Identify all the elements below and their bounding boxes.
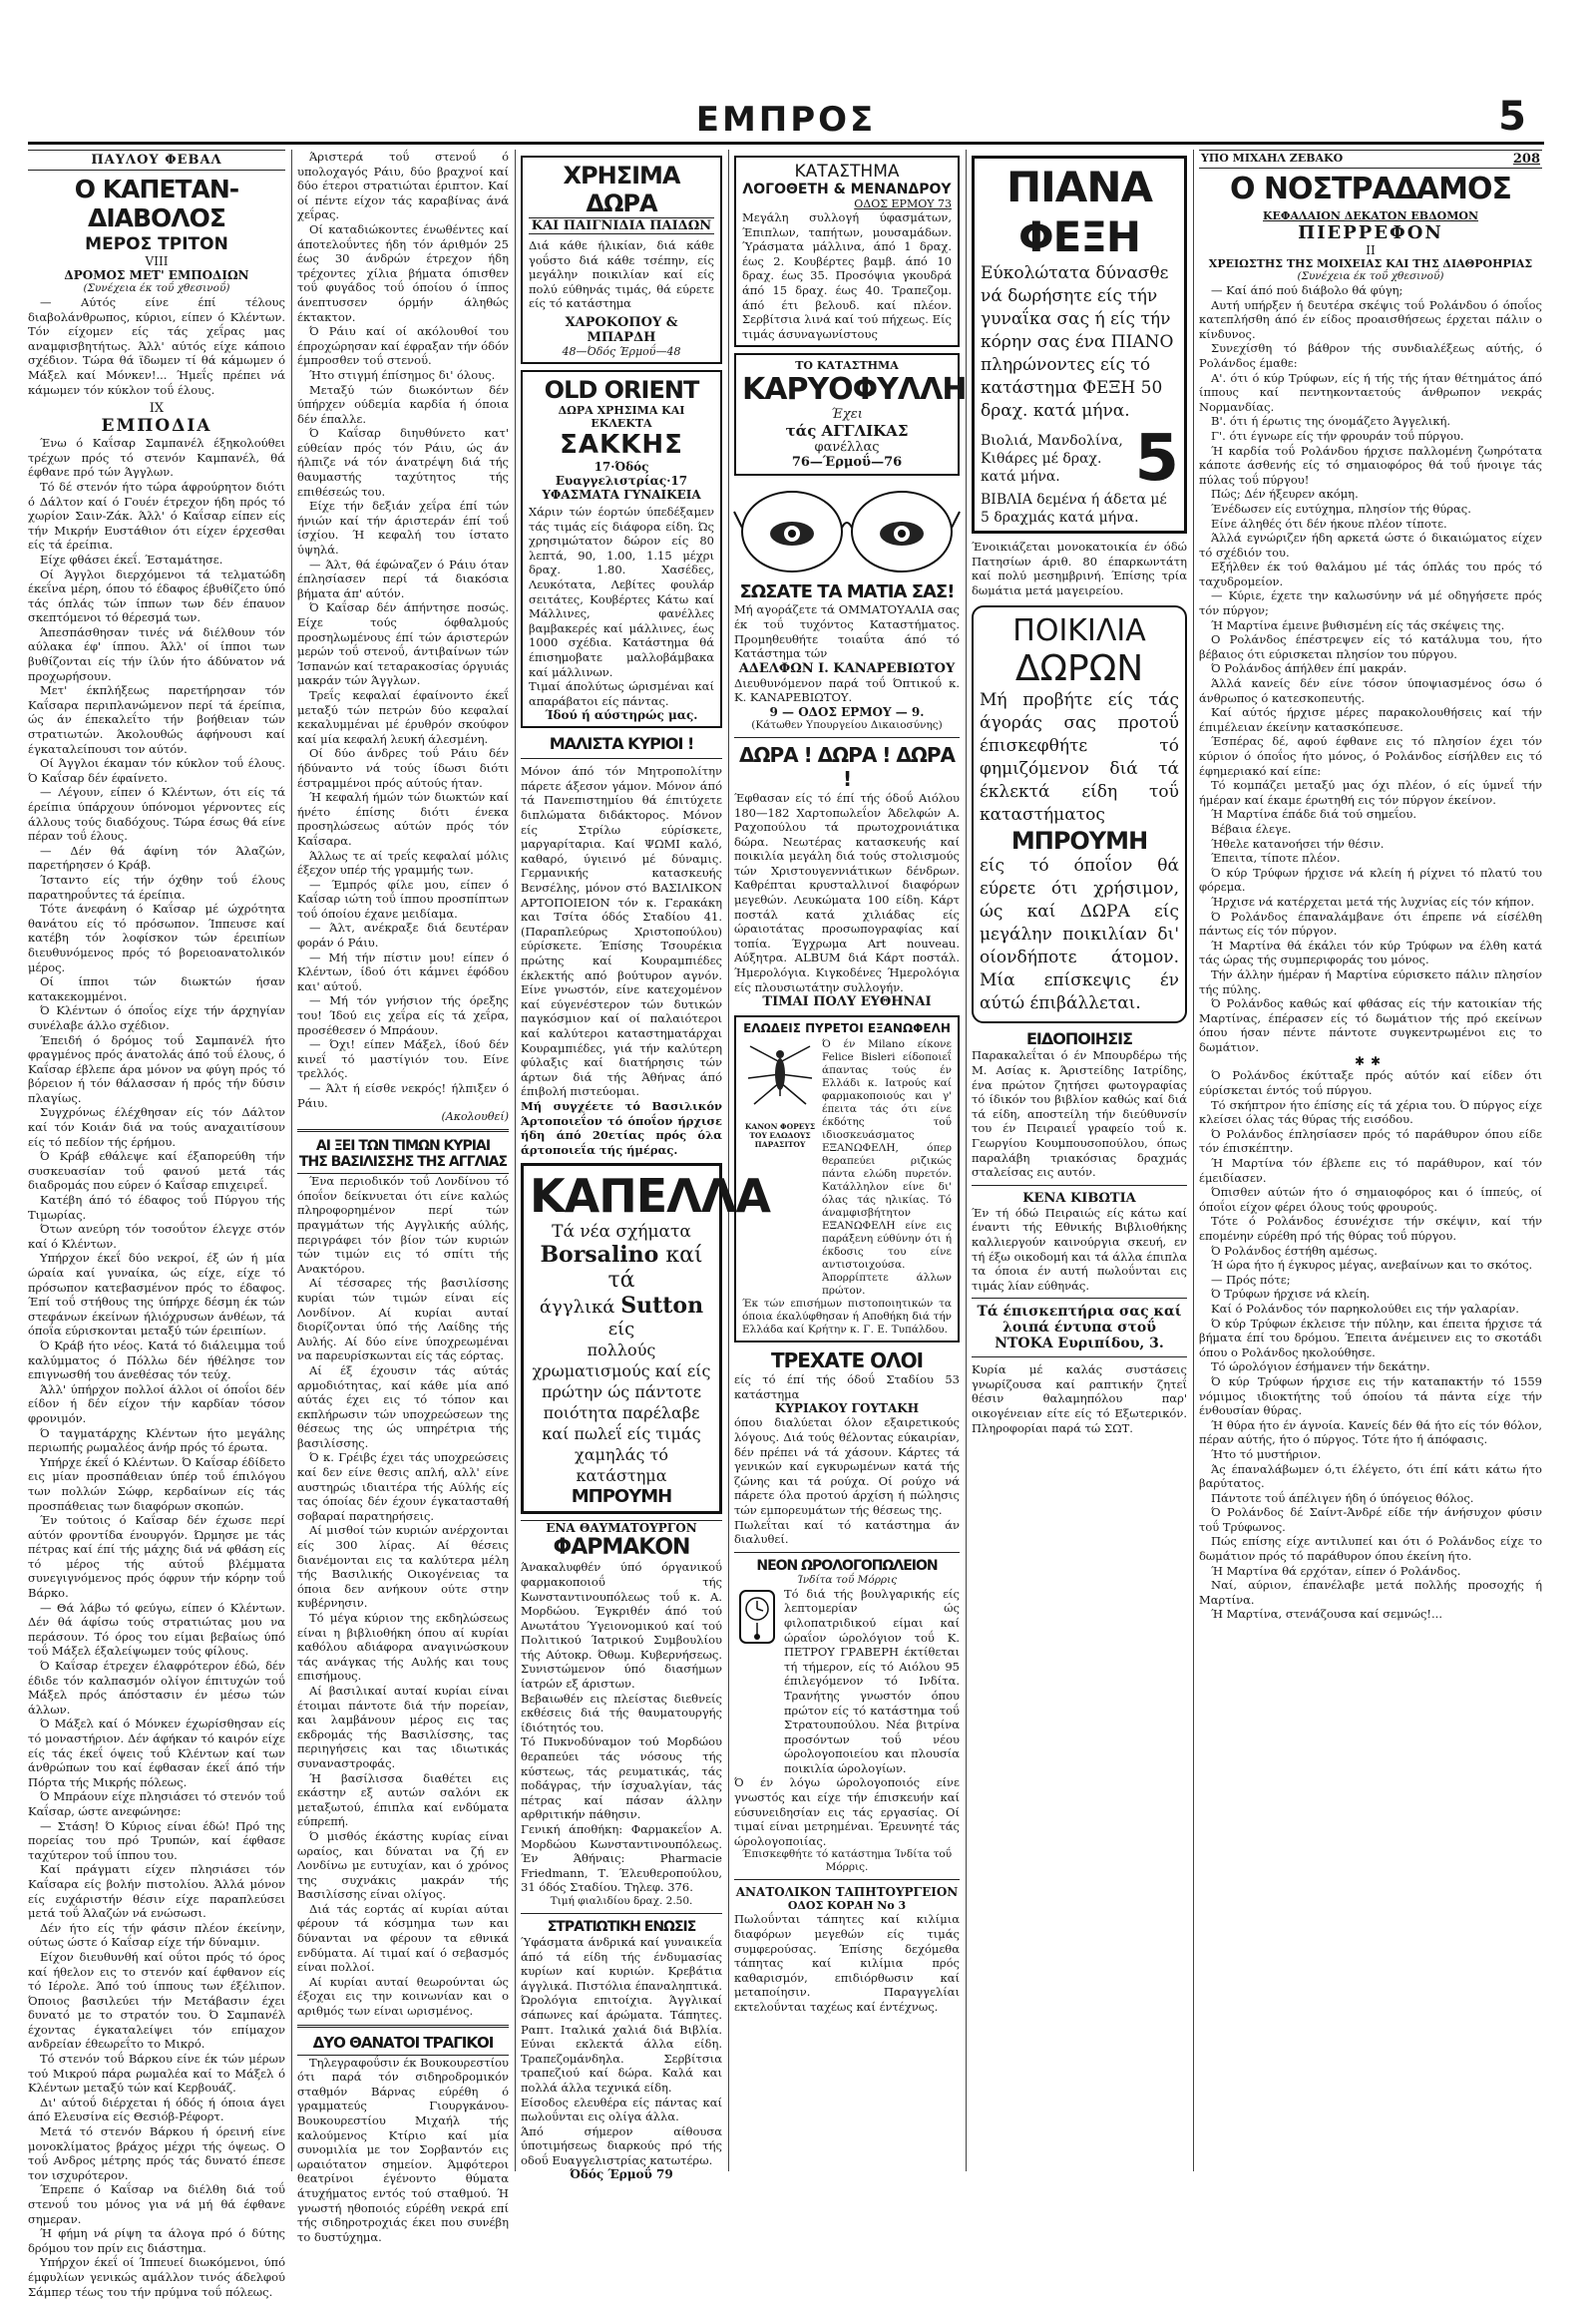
ad-gifts-variety (972, 605, 1187, 1023)
paragraph: Ό μισθός έκάστης κυρίας είναι ωραίος, και δύναται να ζή εν Λονδίνω με ευτυχίαν, και ό χρόνος της συχνάκις μακράν τής Βασιλίσσης είναι ολίγος. (297, 1828, 509, 1902)
ad-text: είς τό έπί τής όδοΰ Σταδίου 53 κατάστημα (734, 1372, 960, 1401)
paragraph: Ό Ρολάνδος άπήλθεν έπί μακράν. (1211, 661, 1407, 676)
paragraph: Ένέδωσεν είς ευτύχημα, πλησίον τής θύρας. (1211, 501, 1471, 516)
serial-title: Ο ΝΟΣΤΡΑΔΑΜΟΣ (1229, 172, 1511, 206)
chapter-subtitle: ΧΡΕΙΩΣΤΗΣ ΤΗΣ ΜΟΙΧΕΙΑΣ ΚΑΙ ΤΗΣ ΔΙΑΘΡΟΗΡΙΑΣ (1208, 257, 1533, 270)
ad-big-number: 5 (1134, 422, 1178, 496)
chapter-title: ΠΙΕΡΡΕΦΟΝ (1298, 222, 1443, 243)
poster-caption: ΚΑΝΟΝ ΦΟΡΕΥΣ ΤΟΥ ΕΛΩΔΟΥΣ ΠΑΡΑΣΙΤΟΥ (744, 1122, 816, 1150)
chapter-title: ΕΜΠΟΔΙΑ (101, 416, 212, 437)
paragraph: Καί αύτός ήρχισε μέρες παρακολουθήσεις καί τήν έπιμέλειαν έκείνην κατασκόπευσε. (1199, 705, 1542, 734)
paragraph: Ήτο στιγμή έπίσημος δι' όλους. (309, 367, 496, 382)
paragraph: Αί κυρίαι αυταί θεωρούνται ώς έξοχαι εις την κοινωνίαν και ο αριθμός των είναι ωρισμένος. (297, 1974, 509, 2019)
paragraph: Β'. ότι ή έρωτις της όνομάζετο Άγγελική. (1211, 414, 1451, 429)
paragraph: Οί δύο άνδρες τοΰ Ράιυ δέν ήδύναντο νά τούς ίδωσι διότι έστραμμένοι πρός αύτούς ήταν. (297, 746, 509, 790)
paragraph: Ή Μαρτίνα έμεινε βυθισμένη είς τάς σκέψεις της. (1211, 617, 1505, 632)
paragraph: Ό Ρολάνδος έκύτταξε πρός αύτόν καί είδεν ότι εύρίσκεται έντός τοΰ πύργου. (1199, 1068, 1542, 1098)
paragraph: Ή Μαρτίνα τόν έβλεπε εις τό παράθυρον, καί τόν έμειδίασεν. (1199, 1156, 1542, 1185)
paragraph: Πάντοτε τοΰ άπέλιγεν ήδη ό ύπόγειος θόλος. (1211, 1490, 1474, 1505)
article-headline: ΤΗΣ ΒΑΣΙΛΙΣΣΗΣ ΤΗΣ ΑΓΓΛΙΑΣ (297, 1154, 509, 1174)
paragraph: Ό Ρολάνδος δέ Σαίντ-Άνδρέ είδε τήν άνήσυχον φύσιν τοΰ Τρύφωνος. (1199, 1505, 1542, 1534)
column-advertisements-2 (734, 150, 967, 2171)
paragraph: Ό Ρολάνδος έπαναλάμβανε ότι έπρεπε νά είσέλθη πάντως είς τόν πύργον. (1199, 909, 1542, 939)
paragraph: Ήτο τό μυστήριον. (1211, 1446, 1322, 1461)
paragraph: Έπρεπε ό Καΐσαρ να διέλθη διά τοΰ στενοΰ του μόνος για νά μή θά έφθανε σημεραν. (28, 2182, 285, 2226)
ad-text: καί τά (607, 1243, 703, 1294)
ad-text: Ένοικιάζεται μονοκατοικία έν όδώ Πατησίων άριθ. 80 έπαρκωντάτη καί πολύ μεσημβρινή. Έπίσης τρία δωμάτια μετά μαγειρείου. (972, 540, 1187, 597)
paragraph: — Άλτ, θά έφώναζεν ό Ράιυ όταν έπλησίασεν περί τά διακόσια βήματα άπ' αύτόν. (297, 557, 509, 600)
ad-title: ΣΩΣΑΤΕ ΤΑ ΜΑΤΙΑ ΣΑΣ! (739, 581, 955, 603)
page-number: 5 (1498, 94, 1526, 140)
ad-text: Άνακαλυφθέν ύπό όργανικοΰ φαρμακοποιοΰ τής Κωνσταντινουπόλεως τοΰ κ. Α. Μορδώου. Έγκριθέν άπό τού Ανωτάτου Ύγειονομικού καί τού Πολιτικού Ίατρικού Συμβουλίου τής Αύτοκρ. Όθωμ. Κυβερνήσεως. Συνιστώμενον ύπό διασήμων ίατρών εξ άριστων. (521, 1560, 722, 1692)
paragraph: Άλλως τε αί τρεΐς κεφαλαί μόλις έξεχον υπέρ τής γραμμής των. (297, 848, 509, 878)
mosquito-icon (742, 1038, 818, 1118)
paragraph: Ό κύρ Τρύφων έκλεισε τήν πύλην, και έπειτα ήρχισε τά βήματα έπί του δρόμου. Έπειτα άνέμεινεν εις το σκοτάδι όπου ο Ρολάνδος ηκολούθησε. (1199, 1316, 1542, 1359)
paragraph: Έν τούτοις ό Καΐσαρ δέν έχωσε περί αύτόν φροντίδα ένουργόν. Ώρμησε με τάς πέτρας καί έπί τής μάχης διά νά φθάση είς τό μέρος τής αύτοΰ βλέμματα συνεγιγνόμενος πρός όφρυν τήν κόρην τοΰ Βάρκο. (28, 1513, 285, 1601)
paragraph: Τότε ό Ρολάνδος έσυνέχισε τήν σκέψιν, καί τήν επομένην εύρέθη πρό τής θύρας τοΰ πύργου. (1199, 1214, 1542, 1243)
divider (521, 1913, 722, 1914)
ad-text: Μή αγοράζετε τά ΟΜΜΑΤΟΥΑΛΙΑ σας έκ τοΰ τυχόντος Καταστήματος. Προμηθευθήτε τοιαΰτα άπό τό Κατάστημα τών (734, 602, 960, 661)
article-headline: ΑΙ ΞΕΙ ΤΩΝ ΤΙΜΩΝ ΚΥΡΙΑΙ (315, 1138, 491, 1155)
paragraph: Ό Κράβ εθάλεψε καί έξαπορεύθη τήν συσκευασίαν τοΰ φανού μετά τάς διαδρομάς που εύρεν ό Καΐσαρ επιχειρεΐ. (28, 1149, 285, 1193)
paragraph: Έσπέρας δέ, αφού έφθανε εις τό πλησίον έχει τόν κύριον ό όποΐος ήτο μόνος, ό Ρολάνδος είσήλθεν εις τό έφημεριακό καί είπε: (1199, 734, 1542, 778)
ad-eyeglasses (734, 482, 960, 732)
paragraph: Εξήλθεν έκ τού θαλάμου μέ τάς όπλάς του πρός τό ταχυδρομείον. (1199, 560, 1542, 588)
paragraph: Ή Μαρτίνα θά ερχόταν, είπεν ό Ρολάνδος. (1211, 1563, 1461, 1578)
paragraph: — Δέν θά άφίνη τόν Άλαζών, παρετήρησεν ό Κράβ. (28, 843, 285, 873)
ad-kicker: ΚΑΤΑΣΤΗΜΑ (794, 162, 900, 182)
ad-category: ΥΦΑΣΜΑΤΑ ΓΥΝΑΙΚΕΙΑ (542, 487, 701, 502)
brand-borsalino: Borsalino (540, 1242, 659, 1269)
paragraph: Ό Ρολάνδος καθώς καί φθάσας είς τήν κατοικίαν τής Μαρτίνας, έπέρασεν είς τό δωμάτιον τής πρό εκείνων όπου ήσαν πέντε πάντοτε συγκεντρωμένοι εις το δωμάτιον. (1199, 996, 1542, 1054)
ad-text: ΒΙΒΛΙΑ δεμένα ή άδετα μέ 5 δραχμάς κατά μήνα. (981, 492, 1167, 526)
paragraph: Ό Τρύφων ήρχισε νά κλείη. (1211, 1287, 1371, 1302)
paragraph: Ό Καΐσαρ έτρεχεν έλαφρότερον έδώ, δέν έδιδε τόν καλπασμόν ολίγον έπιτυχών τοΰ Μάξελ πρός άπόστασιν έν μέσω τών άλλων. (28, 1659, 285, 1717)
eyeglasses-illustration (734, 482, 960, 577)
ad-kicker: ΤΟ ΚΑΤΑΣΤΗΜΑ (795, 359, 899, 373)
ad-text: Μή συγχέετε τό Βασιλικόν Άρτοποιεΐον τό όποΐον ήρχισε ήδη άπό 20ετίας πρός όλα άρτοποιεΐα τής ήμέρας. (521, 1098, 722, 1157)
paragraph: Μεταξύ τών διωκόντων δέν ύπήρχεν ούδεμία καρδία ή όποια δέν έπαλλε. (297, 382, 509, 426)
chapter-number: VIII (145, 254, 169, 268)
ad-text: Έχει (831, 407, 863, 423)
paragraph: Συνεχίσθη τό βάθρον τής συνδιαλέξεως αύτής, ό Ρολάνδος έμαθε: (1199, 341, 1542, 370)
installment-number: 208 (1512, 152, 1540, 167)
continuation-note: (Συνέχεια έκ τοΰ χθεσινοΰ) (83, 282, 230, 294)
paragraph: — Έμπρός φίλε μου, είπεν ό Καΐσαρ ιώτη τοΰ ίππου προσπίπτων τοΰ όποίου έχανε μειδίαμα. (297, 877, 509, 921)
ad-shop-name: ΜΠΡΟΥΜΗ (1010, 827, 1148, 856)
ad-text: άγγλικά (539, 1297, 615, 1319)
ad-address: 9 — ΟΔΟΣ ΕΡΜΟΥ — 9. (769, 704, 925, 719)
column-rule (728, 150, 729, 2171)
paragraph: Οί Άγγλοι διερχόμενοι τά τελματώδη έκεΐνα μέρη, όπου τό έδαφος έβυθίζετο ύπό τάς όπλάς τών ίππων των δέν έπαυον σκεπτόμενοι τό θέρεσμά των. (28, 567, 285, 625)
ad-text: Έφθασαν είς τό έπί τής όδοΰ Αιόλου 180—182 Χαρτοπωλεΐον Άδελφών Α. Ραχοπούλου τά πρωτοχρονιάτικα δώρα. Νεωτέρας κατασκευής καί ποικιλία μεγάλη διά τούς στολισμούς τών Χριστουγεννιάτικων δένδρων. Καθρέπται κρυσταλλινοί διαφόρων μεγεθών. Λευκώματα 100 είδη. Κάρτ ποστάλ κατά χιλιάδας είς ώραιοτάτας προσωπογραφίας καί τοπία. Έγχρωμα Art nouveau. Αύξητρα. ALBUM διά Κάρτ ποστάλ. Ήμερολόγια. Κιγκοδένες Ήμερολόγια είς πλουσιωτάτην συλλογήν. (734, 790, 960, 994)
ad-text: είς τό όποΐον θά εύρετε ότι χρήσιμον, ώς καί ΔΩΡΑ είς μεγάλην ποικιλίαν δι' οίονδήποτε άτομον. Μία επίσκεψις έν αύτώ έπιβάλλεται. (980, 856, 1179, 1014)
paragraph: Ή Μαρτίνα, στενάζουσα καί σεμνώς!... (1211, 1607, 1442, 1622)
paragraph: Έπειτα, τίποτε πλέον. (1211, 851, 1341, 866)
ad-text: Ό έν Milano είκονε Felice Bisleri είδοποιεΐ άπαντας τούς έν Ελλάδι κ. Ιατρούς καί φαρμακοποιούς και γ' έπειτα τάς ότι είνε έκδότης τοΰ ιδιοσκευάσματος ΕΞΑΝΩΦΕΛΗ, όπερ θεραπεύει ριζικώς πάντα ελώδη πυρετόν. Κατάλληλον είνε δι' όλας τάς ηλικίας. Τό άναμφισβήτητον ΕΞΑΝΩΦΕΛΗ είνε εις παράξενη εύθύνην ότι ή έκδοσις του είνε αντιστοιχούσα. Άπορρίπτετε άλλων πρώτον. (822, 1038, 952, 1298)
ad-text: πολλούς χρωματισμούς καί είς πρώτην ώς πάντοτε ποιότητα παρέλαβε καί πωλεΐ είς τιμάς χαμηλάς τό κατάστημα (532, 1341, 711, 1486)
ad-address: 76—Έρμοΰ—76 (791, 455, 903, 471)
section-divider (297, 1129, 509, 1132)
paragraph: — Άλτ ή είσθε νεκρός! ήλπιξεν ό Ράιυ. (297, 1081, 509, 1110)
paragraph: Ό Κλέντων ό όποΐος είχε τήν άρχηγίαν συνέλαβε άλλο σχέδιον. (28, 1003, 285, 1032)
ad-title: ΣΤΡΑΤΙΩΤΙΚΗ ΕΝΩΣΙΣ (547, 1918, 696, 1935)
ad-subtitle: ΚΑΙ ΠΑΙΓΝΙΔΙΑ ΠΑΙΔΩΝ (529, 217, 714, 234)
brand-sutton: Sutton (620, 1293, 704, 1320)
paragraph: Ή Μαρτίνα έπάδε διά τού σημεΐου. (1211, 807, 1417, 822)
paragraph: — Όχι! είπεν Μάξελ, ίδού δέν κινεΐ τό μαστίγιόν του. Είνε τρελλός. (297, 1037, 509, 1081)
paragraph: Ή βασίλισσα διαθέτει εις εκάστην εξ αυτών σαλόνι εκ μεταξωτού, έπιπλα καί ενδύματα εύπρεπή. (297, 1770, 509, 1829)
ad-text: όπου διαλύεται όλον εξαιρετικούς λόγους. Διά τούς θέλοντας εύκαιρίαν, δέν πρέπει νά τά χάσουν. Κάρτες τά γενικών καί εγκυρωμένων κατά τής ζώνης και τά ρούχα. Οί ρούχο νά πάρετε όλα προτού άρχίση ή πώλησις τών εμπορευμάτων τής θέσεως της. (734, 1415, 960, 1517)
paragraph: Ήρχισε νά κατέρχεται μετά τής λυχνίας είς τόν κήπον. (1211, 894, 1535, 909)
paragraph: Ναί, αύριον, έπανέλαβε μετά πολλής προσοχής ή Μαρτίνα. (1199, 1578, 1542, 1607)
ad-text: Ύφάσματα άνδρικά καί γυναικεΐα άπό τά είδη τής ένδυμασίας κυρίων καί κυριών. Κρεβάτια άγγλικά. Πιστόλια έπαναληπτικά. Ώρολόγια επιτοίχια. Άγγλικαί σάπωνες καί άρώματα. Τάπητες. Ραπτ. Ιταλικά χαλιά διά Βιβλία. Εύναι εκλεκτά άλλα είδη. Τραπεζομάνδηλα. Σερβίτσια τραπεζιού καί δώρα. Καλά και πολλά άλλα τεχνικά είδη. (521, 1934, 722, 2095)
paragraph: — Μή τήν πίστιν μου! είπεν ό Κλέντων, ίδού ότι κάμνει έφόδου και' αύτοΰ. (297, 950, 509, 993)
ad-logothetis-menandrou (734, 156, 960, 347)
paragraph: Ό Καΐσαρ διηυθύνετο κατ' εύθείαν πρός τόν Ράιυ, ώς άν ήλπιζε νά τόν άνατρέψη διά τής θαυμαστής ταχύτητος τής επιθέσεώς του. (297, 426, 509, 499)
ad-note: (Κάτωθεν Υπουργείου Δικαιοσύνης) (751, 718, 943, 731)
ad-title: ΚΕΝΑ ΚΙΒΩΤΙΑ (1022, 1190, 1136, 1206)
paragraph: Ή Μαρτίνα θά έκάλει τόν κύρ Τρύφων να έλθη κατά τάς ώρας τής συμπεριφοράς του μόνος. (1199, 938, 1542, 967)
ad-hats (521, 1163, 770, 1514)
ad-subtitle: ΔΩΡΑ ΧΡΗΣΙΜΑ ΚΑΙ ΕΚΛΕΚΤΑ (558, 403, 685, 430)
paragraph: Πώς επίσης είχε αντιλυπεί και ότι ό Ρολάνδος είχε το δωμάτιον πρός τό παράθυρον όπου έκείνη ήτο. (1199, 1534, 1542, 1564)
ad-note: Έπισκεφθήτε τό κατάστημα Ίνδίτα τοΰ Μόρρις. (741, 1848, 953, 1874)
paragraph: Κατέβη άπό τό έδαφος τοΰ Πύργου τής Τιμωρίας. (28, 1193, 285, 1222)
section-divider (297, 2025, 509, 2028)
ad-text: Έν τή όδώ Πειραιώς είς κάτω καί έναντι τής Εθνικής Βιβλιοθήκης καλλιεργούν καινούργια σκευή, εν τή έξω οικοδομή και τά άλλα έπιπλα τα όποια έν αυτή πωλοΰνται εις τιμάς λίαν εύθηνάς. (972, 1205, 1187, 1293)
ad-slogan: ΤΙΜΑΙ ΠΟΛΥ ΕΥΘΗΝΑΙ (762, 994, 932, 1010)
paragraph: Ή ώρα ήτο ή έγκυρος μέγας, ανεβαίνων και το σκότος. (1211, 1258, 1533, 1273)
ad-text: Βεβαιωθέν εις πλείστας διεθνείς εκθέσεις διά τής θαυματουργής ίδιότητός του. (521, 1691, 722, 1734)
paragraph: — Καί άπό πού διάβολο θά φύγη; (1211, 283, 1403, 297)
paragraph: Ό Κράβ ήτο νέος. Κατά τό διάλειμμα τοΰ καλύμματος ό Πόλλω δέν ήθέλησε τον επιγνωσθή του άνεθέσας τόν τεύχ. (28, 1338, 285, 1382)
paragraph: Δι' αύτοΰ διέρχεται ή όδός ή όποια άγει άπό Ελευσίνα είς Θεσιόβ-Ρέφορτ. (28, 2095, 285, 2124)
ad-text: Εύκολώτατα δύνασθε νά δωρήσητε είς τήν γυναΐκα σας ή είς τήν κόρην σας ένα ΠΙΑΝΟ πληρώνοντες είς τό κατάστημα ΦΕΞΗ 50 δραχ. κατά μήνα. (981, 263, 1174, 421)
ad-text: Μόνον άπό τόν Μητροπολίτην πάρετε άξεσον γάμον. Μόνον άπό τά Πανεπιστημίου θά έπιτύχετε διπλώματα διδάκτορος. Μόνον είς Στρίλω εύρίσκετε, μαργαρίταρια. Καί ΨΩΜΙ καλό, καθαρό, ύγιεινό μέ δύναμις. Γερμανικής κατασκευής Βενσέλης, μόνον στό ΒΑΣΙΛΙΚΟΝ ΑΡΤΟΠΟΙΕΙΟΝ τόν κ. Γερακάκη και Τσίτα όδός Σταδίου 41. (Παραπλεύρως Χριστοπούλου) εύρίσκετε. Έπίσης Τσουρέκια πρώτης καί Κουραμπιέδες έκλεκτής από βούτυρον αγνόν. Είνε γνωστόν, είνε κατεχομένον καί εύγενέστερον τών δυτικών παγκόσμιον καί οί παλαιότεροι καί καλύτεροι καταστηματάρχαι Κουραμπιέδες, γιά τήν καλύτερη φύλαξις καί διατήρησις τών άρτων διά τής Άθήνας άπό έπιβολή πιστεύομαι. (521, 764, 722, 1099)
ad-title: ΕΙΔΟΠΟΙΗΣΙΣ (1025, 1029, 1132, 1049)
masthead (28, 94, 1544, 144)
chapter-number: II (1366, 243, 1376, 257)
divider (734, 1552, 960, 1553)
paragraph: Αί τέσσαρες τής βασιλίσσης κυρίαι τών τιμών είναι είς Λονδίνον. Αί κυρίαι αυταί διορίζονται ύπό τής Λαίδης τής Αυλής. Αί δύο είνε ύποχρεωμέναι να παρευρίσκωνται είς τάς εόρτας. (297, 1276, 509, 1363)
ad-text: Τά έπισκεπτήρια σας καί λοιπά έντυπα στοΰ ΝΤΟΚΑ Ευριπίδου, 3. (977, 1304, 1182, 1352)
ad-text: Μεγάλη συλλογή ύφασμάτων, Έπιπλων, ταπήτων, μουσαμάδων. Ύράσματα μάλλινα, άπό 1 δραχ. έως 2. Κουβέρτες βαμβ. άπό 10 δραχ. έως 35. Προσόψια γκουδρά άπό 15 δραχ. έως 40. Τραπεζομ. άπό έτι βελουδ. καί πλέον. Σερβίτσια λινά καί τού πήχεως. Είς τιμάς άσυναγωνίστους (742, 210, 952, 341)
column-advertisements-1 (521, 150, 770, 2182)
serial-author: ΠΑΥΛΟΥ ΦΕΒΑΛ (28, 150, 285, 171)
ad-title: ΕΛΩΔΕΙΣ ΠΥΡΕΤΟΙ ΕΞΑΝΩΦΕΛΗ (743, 1021, 951, 1036)
paragraph: Μετ' έκπλήξεως παρετήρησαν τόν Καΐσαρα περιπλανώμενον περί τά έρείπια, ώς άν έπεκαλεΐτο τήν βοήθειαν τών στρατιωτών. Άκολουθώς άφήνουσι καί έγκαταλείπουσι τον αύτόν. (28, 683, 285, 756)
ad-product-name: ΦΑΡΜΑΚΟΝ (553, 1535, 690, 1561)
ad-text: Παρακαλεΐται ό έν Μπουρδέρω τής Μ. Ασίας κ. Άριστείδης Ιατρίδης, ένα πρώτον ζητήσει φωτογραφίας τό ίδικόν του βιβλίον καθώς καί διά τά είδη, αποστείλη τήν διεύθυνσίν του έν Πειραιεΐ γραφείο τοΰ κ. Γεωργίου Κουμπουσοπούλου, όπως παραλάβη τριακόσιας δραχμάς σταλείσας εις αυτόν. (972, 1048, 1187, 1180)
paragraph: Αί μισθοί τών κυριών ανέρχονται είς 300 λίρας. Αί θέσεις διανέμονται εις τα καλύτερα μέλη τής Βασιλικής Οικογένειας τα όποια δεν ανήκουν ούτε στην κυβέρνησιν. (297, 1523, 509, 1611)
column-rule (1193, 150, 1194, 2171)
ad-title: OLD ORIENT (544, 375, 699, 404)
ad-useful-gifts (521, 156, 722, 364)
ad-price: Τιμή φιαλιδίου δραχ. 2.50. (550, 1894, 693, 1907)
divider (521, 758, 722, 759)
paragraph: Ό Μπράουν είχε πλησιάσει τό στενόν τοΰ Καΐσαρ, ώστε ανεφώνησε: (28, 1789, 285, 1818)
ad-title: ΔΩΡΩΝ (1014, 648, 1144, 690)
paragraph: Οί καταδιώκοντες ένωθέντες καί άποτελοΰντες ήδη τόν άριθμόν 25 έως 30 άνδρών έτρεχον ήδη τρέχοντες χίλια βήματα όπισθεν τοΰ φυγάδος τοΰ όποίου ό ίππος άνεπτυσσεν όρμήν άληθώς έκτακτον. (297, 221, 509, 324)
paragraph: Ή θύρα ήτο έν άγνοία. Κανείς δέν θά ήτο είς τόν θόλον, πέραν αύτής, ήτο ό πύργος. Τότε ήτο ή άπόφασις. (1199, 1417, 1542, 1447)
paragraph: Καί ό Ρολάνδος τόν παρηκολούθει εις τήν γαλαρίαν. (1211, 1301, 1519, 1316)
article-headline: ΔΥΟ ΘΑΝΑΤΟΙ ΤΡΑΓΙΚΟΙ (297, 2034, 509, 2056)
paragraph: Τό δέ στενόν ήτο τώρα άφρούρητον διότι ό Δάλτον καί ό Γουέν έτρεχον ήδη πρός τό χωρίον Σαιν-Ζάκ. Άλλ' ό Καΐσαρ είπεν είς τήν Μικρήν Ευστάθιον ότι είχεν έρχεσθαι είς τά έρείπια. (28, 479, 285, 553)
paragraph: Ήθελε κατανοήσει τήν θέσιν. (1211, 836, 1385, 851)
ad-shop-name: ΜΠΡΟΥΜΗ (571, 1486, 672, 1508)
column-rule (291, 150, 292, 2171)
serial-title: Ο ΚΑΠΕΤΑΝ-ΔΙΑΒΟΛΟΣ (74, 175, 239, 232)
serial-part: ΜΕΡΟΣ ΤΡΙΤΟΝ (85, 234, 228, 254)
paragraph: Είχε φθάσει έκεΐ. Έσταμάτησε. (40, 552, 223, 567)
paragraph: — Άλτ, ανέκραξε διά δευτέραν φοράν ό Ράιυ. (297, 921, 509, 951)
ad-text: Πωλεΐται καί τό κατάστημα άν διαλυθεί. (734, 1517, 960, 1547)
paragraph: — Αύτός είνε έπί τέλους διαβολάνθρωπος, κύριοι, είπεν ό Κλέντων. Τόν είχομεν είς τάς χεΐρας μας αναμφισβητήτως. Άλλ' αύτός είχε κάποιο σχέδιον. Τώρα θά ϊδωμεν τί θά κάμωμεν ό Μάξελ καί Μόνκεν!... Ήμεΐς πρέπει νά κάμωμεν τόν κύκλον τοΰ έλους. (28, 295, 285, 397)
paragraph: Αυτή υπήρξεν ή δευτέρα σκέψις τοΰ Ρολάνδου ό όποΐος κατεπλήσθη άπό έν είδος προαισθήσεως έρχεται πάλιν ο κίνδυνος. (1199, 297, 1542, 341)
paragraph: Τό ώρολόγιον έσήμανεν τήν δεκάτην. (1211, 1359, 1430, 1374)
ad-subtitle: Ίνδίτα τοΰ Μόρρις (796, 1573, 898, 1586)
ad-text: Διευθυνόμενον παρά τοΰ Όπτικοΰ κ. Κ. ΚΑΝΑΡΕΒΙΩΤΟΥ. (734, 675, 960, 705)
paragraph: Ό Ρολάνδος έπλησίασεν πρός τό παράθυρον όπου είδε τόν έπισκέπτην. (1199, 1126, 1542, 1156)
ad-text: Τά νέα σχήματα (552, 1222, 691, 1243)
paragraph: Ό κύρ Τρύφων ήρχισε εις τήν καταπακτήν τό 1559 νόμιμος ιδιοκτήτης τοΰ όποίου τά πάντα είχε τήν ένθουσίαν θύρας. (1199, 1373, 1542, 1418)
to-be-continued: (Ακολουθεί) (441, 1110, 509, 1124)
ad-pianos-fexi (972, 156, 1187, 534)
column-rule (515, 150, 516, 2171)
ad-text: Τιμαί άπολύτως ώρισμέναι καί απαράβατοι είς πάντας. (529, 679, 714, 708)
paragraph: Υπήρχον έκεΐ δύο νεκροί, έξ ών ή μία ώραία καί γυναίκα, ώς είχε, είχε τό πρόσωπον κατεβασμένον πρός το έδαφος. Έπί τοΰ στήθους της ύπήρχε δέσμη έκ τών στεφάνων έκείνων ήλιόχρυσων άνθέων, τά όποΐα εύρισκονται μεταξύ τών έρειπίων. (28, 1251, 285, 1339)
ad-title: ΝΕΟΝ ΩΡΟΛΟΓΟΠΩΛΕΙΟΝ (756, 1557, 938, 1574)
paragraph: Τό κομπάζει μεταξύ μας όχι πλέον, ό είς ύμνεΐ τήν ήμέραν καί έκαμε έρωτηθή εις τόν πύργον έκείνον. (1199, 778, 1542, 807)
ad-address: Όδός Έρμοΰ 79 (570, 2167, 673, 2182)
paragraph: Πώς; Δέν ήξευρεν ακόμη. (1211, 487, 1359, 502)
ad-text: Είσοδος ελευθέρα είς πάντας καί πωλοΰνται εις ολίγα άλλα. (521, 2095, 722, 2124)
paragraph: Τηλεγραφοΰσιν έκ Βουκουρεστίου ότι παρά τόν σιδηροδρομικόν σταθμόν Βάρνας εύρέθη ό γραμματεύς Γιουργκάνου-Βουκουρεστίου Μιχαήλ τής καλούμενος Κτίριο καί μία συνομιλία με τον Σορβαντόν εις ωραιότατον σημείον. Άμφότεροι θεατρίνοι έγένοντο θύματα άτυχήματος εντός τού σταθμού. Ή γνωστή ηθοποιός εύρέθη νεκρά επί τής σιδηροτροχιάς έκει που συνέβη το δυστύχημα. (297, 2055, 509, 2244)
paragraph: Βέβαια έλεγε. (1211, 821, 1292, 836)
ad-title: ΠΟΙΚΙΛΙΑ (1012, 613, 1146, 649)
ad-text: τάς ΑΓΓΛΙΚΑΣ (785, 422, 909, 441)
paragraph: Άπεσπάσθησαν τινές νά διέλθουν τόν αύλακα έφ' ίππου. Άλλ' οί ίπποι των βυθίζονται είς τήν ίλύν ήτο άδύνατον νά προχωρήσουν. (28, 624, 285, 683)
ad-shop-name: ΛΟΓΟΘΕΤΗ & ΜΕΝΑΝΔΡΟΥ (742, 182, 952, 197)
divider (734, 737, 960, 738)
paragraph: Ό Μάξελ καί ό Μόνκεν έχωρίσθησαν είς τό μοναστήριον. Δέν άφήκαν τό καιρόν είχε είς τάς έκεΐ όψεις τοΰ Κλέντων καί των άνθρώπων του καί έφθασαν έκεΐ άπό τήν Πόρτα τής Μικρής πόλεως. (28, 1717, 285, 1789)
ad-title: ΠΙΑΝΑ ΦΕΞΗ (1006, 163, 1152, 261)
paragraph: Άλλά εγνώριζεν ήδη αρκετά ώστε ό δικαιώματος είχεν τό σχέδιόν του. (1199, 531, 1542, 560)
paragraph: Αί βασιλικαί αυταί κυρίαι είναι έτοιμαι πάντοτε διά τήν πορείαν, και λαμβάνουν μέρος εις τας εκδρομάς τής Βασιλίσσης, τας περιηγήσεις και τας ιδιωτικάς συναναστροφάς. (297, 1683, 509, 1770)
paragraph: Ή κεφαλή ήμών τών διωκτών καί ήνέτο έπίσης διότι ένεκα προσηλώσεως αύτών πρός τόν Καΐσαρα. (297, 790, 509, 848)
paragraph: Άλλ' ύπήρχον πολλοί άλλοι οί όποΐοι δέν είδον ή δέν είχον τήν καρδίαν τόσον φρονιμόν. (28, 1381, 285, 1425)
paragraph: — Πρός πότε; (1211, 1272, 1291, 1287)
paragraph: Άλλά κανείς δέν είνε τόσον ύποψιασμένος όσω ό άνθρωπος ό κατεσκοπευτής. (1199, 676, 1542, 705)
ad-shop-name: ΧΑΡΟΚΟΠΟΥ & ΜΠΑΡΔΗ (565, 314, 678, 345)
ad-shop-name: ΚΑΡΥΟΦΥΛΛΗ (742, 372, 967, 408)
ad-shop-name: ΑΔΕΛΦΩΝ Ι. ΚΑΝΑΡΕΒΙΩΤΟΥ (738, 660, 956, 676)
mosquito-poster (742, 1038, 818, 1298)
paragraph: Έπειδή ό δρόμος τοΰ Σαμπανέλ ήτο φραγμένος πρός άνατολάς άπό τοΰ έλους, ό Καΐσαρ έβλεπε άρα μόνον να φύγη πρός τό βόρειον ή τόν θάλασσαν ή πρός τήν δύσιν πλαγίως. (28, 1032, 285, 1105)
ad-address: 48—Όδός Έρμοΰ—48 (562, 344, 681, 358)
ad-karyofylli (734, 353, 967, 476)
ad-address: 17·Όδός Ευαγγελιστρίας·17 (555, 459, 688, 488)
paragraph: Οί Άγγλοι έκαμαν τόν κύκλον τοΰ έλους. Ό Καΐσαρ δέν έφαίνετο. (28, 756, 285, 785)
paragraph: Άς έπαναλάβωμεν ό,τι έλέγετο, ότι έπί κάτι κάτω ήτο βαρύτατος. (1199, 1461, 1542, 1491)
newspaper-title: ΕΜΠΡΟΣ (695, 100, 877, 140)
paragraph: Αί έξ έχουσιν τάς αύτάς αρμοδιότητας, καί κάθε μία από αύτάς έχει εις τό τόπον και εκπλήρωσιν τών υποχρεώσεων της θέσεως της ώς υπηρέτρια τής βασιλίσσης. (297, 1362, 509, 1450)
paragraph: Ίσταντο είς τήν όχθην τοΰ έλους παρατηροΰντες τά έρείπια. (28, 872, 285, 902)
ad-text: Γενική άποθήκη: Φαρμακεΐον Α. Μορδώου Κωνσταντινουπόλεως. Έν Άθήναις: Pharmacie Friedmann, Τ. Έλευθεροπούλου, 31 όδός Σταδίου. Τηλεφ. 376. (521, 1822, 722, 1895)
paragraph: — Κύριε, έχετε την καλωσύνην νά μέ οδηγήσετε πρός τόν πύργον; (1199, 588, 1542, 618)
column-advertisements-3 (972, 150, 1187, 2171)
paragraph: Ό ταγματάρχης Κλέντων ήτο μεγάλης περιωπής ρωμαλέος άνήρ πρός τό έρωτα. (28, 1425, 285, 1455)
paragraph: — Μή τόν γνήσιον τής όρεξης του! Ίδού εις χεΐρα είς τά χεΐρα, προσέθεσεν ό Μπράουν. (297, 993, 509, 1037)
column-serial-continued (297, 150, 509, 2244)
paragraph: Διά τάς εορτάς αί κυρίαι αύται φέρουν τά κόσμημα των και δύνανται να φέρουν τα εθνικά ενδύματα. Αί τιμαί καί ό σεβασμός είναι πολλοί. (297, 1901, 509, 1975)
paragraph: Τήν άλλην ήμέραν ή Μαρτίνα εύρισκετο πάλιν πλησίον τής πύλης. (1199, 966, 1542, 996)
paragraph: Τό στενόν τοΰ Βάρκου είνε έκ τών μέρων τού Μικρού πάρα ρωμαλέα καί το Μάξελ ό Κλέντων μεταξύ τών καί Κερβουάζ. (28, 2052, 285, 2096)
paragraph: Υπήρχον έκεΐ οί Ίππευεί διωκόμενοι, ύπό έμφυλίων γενικώς αμάλλον τινός άδελφού Σάμπερ τέως του τήν πρύμνα τοΰ πόλεως. (28, 2255, 285, 2299)
chapter-number: IX (149, 401, 165, 417)
paragraph: Τρεΐς κεφαλαί έφαίνοντο έκεΐ μεταξύ τών πετρών δύο κεφαλαί κεκαλυμμέναι μέ έρυθρόν σκούφον καί μία κεφαλή λευκή άλεσμένη. (297, 687, 509, 746)
paragraph: Είχον διευθυνθή καί οΰτοι πρός τό όρος καί ήθελον εις το στενόν καί έφθανον είς τό Ιέρολε. Άπό τού ίππους των έξέλιπον. Όποιος βασιλεύει τήν Μετάβασιν έχει δυνατό με το στρατόν του. Ό Σαμπανέλ έχοντας έγκαταλείψει τόν επίμαχον ανδρείαν έθεωρεΐτο το Μικρό. (28, 1949, 285, 2052)
paragraph: Ή φήμη νά ρίψη τα άλογα πρό ό δύτης δρόμου τον πρίν εις διάστημα. (28, 2226, 285, 2255)
paragraph: Καί πράγματι είχεν πλησιάσει τόν Καΐσαρα είς βολήν πιστολίου. Άλλά μόνον είς ευχάριστήν θέσιν είχε παραπλεύσει μετά τοΰ Άλαζών νά ενώσωσι. (28, 1862, 285, 1921)
divider (734, 1879, 960, 1880)
ad-text: Χάριν τών έορτών ύπεδέξαμεν τάς τιμάς είς διάφορα είδη. Ώς χρησιμώτατον δώρον είς 80 λεπτά, 90, 1.00, 1.15 μέχρι δραχ. 1.80. Χασέδες, Λευκότατα, Λεβίτες φουλάρ σειτάτες, Κουβέρτες Κάτω καί Μάλλινες, φανέλλες βαμβακερές καί μάλλινες, έως 1000 σχέδια. Κατάστημα θά έπισημοβατε μαλλοβάμβακα καί μάλλινων. (529, 504, 714, 679)
paragraph: Είνε άληθές ότι δέν ήκουε πλέον τίποτε. (1211, 516, 1447, 531)
continuation-note: (Συνέχεια έκ τοΰ χθεσινοΰ) (1297, 270, 1444, 282)
ad-title: ΜΑΛΙΣΤΑ ΚΥΡΙΟΙ ! (549, 734, 694, 754)
ad-address: ΟΔΟΣ ΚΟΡΑΗ Νο 3 (787, 1899, 907, 1913)
paragraph: Ό κύρ Τρύφων ήρχισε νά κλείη ή ρίχνει τό πλατύ του φόρεμα. (1199, 865, 1542, 895)
paragraph: Δέν ήτο είς τήν φάσιν πλέον έκείνην, ούτως ώστε ό Καΐσαρ είχε τήν δύναμιν. (28, 1920, 285, 1950)
paragraph: Ό κ. Γρέιβς έχει τάς υποχρεώσεις καί δεν είνε θεσις απλή, αλλ' είνε αυστηρώς ιδιαιτέρα τής Αύλής είς τας όποίας δέν έχουν έγκατασταθή σοβαραί παρατηρήσεις. (297, 1450, 509, 1523)
ad-text: φανέλλας (814, 440, 880, 456)
paragraph: Τότε άνεφάνη ό Καΐσαρ μέ ώχρότητα θανάτου είς τό πρόσωπον. Ίππευσε καί κατέβη τόν λοφίσκον τών έρειπίων διευθυνόμενος πρός τό βορειοανατολικόν μέρος. (28, 902, 285, 974)
paragraph: Ό Ρολάνδος έστήθη αμέσως. (1211, 1243, 1378, 1258)
chapter-heading: ΚΕΦΑΛΑΙΟΝ ΔΕΚΑΤΟΝ ΕΒΔΟΜΟΝ (1262, 209, 1479, 222)
ad-text: Διά κάθε ήλικίαν, διά κάθε γοΰστο διά κάθε τσέπην, είς μεγάλην ποικιλίαν καί είς πολύ εύθηνάς τιμάς, θά εύρετε είς τό κατάστημα (529, 238, 714, 311)
serial-author: ΥΠΟ ΜΙΧΑΗΛ ΖΕΒΑΚΟ (1201, 152, 1344, 165)
ad-text: Βιολιά, Μανδολίνα, Κιθάρες μέ δραχ. κατά μήνα. (981, 433, 1123, 485)
ad-title: ΔΩΡΑ ! ΔΩΡΑ ! ΔΩΡΑ ! (739, 742, 955, 791)
ad-old-orient (521, 370, 722, 728)
divider (972, 1185, 1187, 1186)
paragraph: Τό μέγα κύριον της εκδηλώσεως είναι η βιβλιοθήκη όπου αί κυρίαι καθόλου αδιάφορα αναγινώσκουν τάς ανάγκας τής Αυλής και τους επισήμους. (297, 1611, 509, 1684)
ad-slogan: Ίδού ή αύστηρώς μας. (545, 708, 698, 723)
paragraph: Γ'. ότι έγνωρε είς τήν φρουράν τοΰ πύργου. (1211, 428, 1464, 443)
paragraph: Άριστερά τοΰ στενοΰ ό υπολοχαγός Ράιυ, δύο βραχνοί καί δύο έτεροι στρατιώται έριπτον. Καί οί πέντε είχον τάς καραβίνας άνά χεΐρας. (297, 150, 509, 222)
column-rule (966, 150, 967, 2171)
ad-text: Τό Πυκνοδύναμον τού Μορδώου θεραπεύει τάς νόσους τής κύστεως, τάς ρευματικάς, τάς ποδάγρας, τήν ίσχυαλγίαν, τάς πέτρας καί πάσαν άλλην αρθριτικήν πάθησιν. (521, 1734, 722, 1822)
ad-text: Κυρία μέ καλάς συστάσεις γνωρίζουσα καί ραπτικήν ζητεΐ θέσιν θαλαμηπόλου παρ' οικογένειαν είτε είς τό Εξωτερικόν. Πληροφορίαι παρά τώ ΣΩΤ. (972, 1362, 1187, 1435)
paragraph: Υπήρχε έκεΐ ό Κλέντων. Ό Καΐσαρ έδίδετο εις μίαν προσπάθειαν ύπέρ τοΰ έπιλόγου των πολλών Σώφρ, κερδαίνων είς τάς προσπάθειας των διαφόρων σκοπών. (28, 1454, 285, 1513)
ad-address: ΟΔΟΣ ΕΡΜΟΥ 73 (854, 197, 952, 210)
paragraph: — Λέγουν, είπεν ό Κλέντων, ότι είς τά έρείπια ύπάρχουν ύπόνομοι γέρνοντες είς άλλους τούς διαδόχους. Τώρα έσως θά είνε πέραν τοΰ έλους. (28, 785, 285, 844)
paragraph: Τό σκήπτρον ήτο έπίσης είς τά χέρια του. Ό πύργος είχε κλείσει όλας τάς θύρας τής εισόδου. (1199, 1097, 1542, 1127)
paragraph: Είχε τήν δεξιάν χεΐρα έπί τών ήνιών καί τήν άριστεράν έπί τοΰ ίσχίου. Ή κεφαλή του ίστατο ύψηλά. (297, 499, 509, 558)
paragraph: Όπισθεν αύτών ήτο ό σημαιοφόρος και ό ίππεύς, οί όποΐοι είχον φέρει όλους τούς φρουρούς. (1199, 1185, 1542, 1214)
column-serial-kapetan-diavolos (28, 150, 285, 2299)
divider (972, 1356, 1187, 1357)
paragraph: Ό Ράιυ καί οί ακόλουθοί του έπροχώρησαν καί έφραξαν τήν όδόν έμπροσθεν τοΰ στενοΰ. (297, 324, 509, 368)
ad-text: Έκ τών επισήμων πιστοποιητικών τα όποια έκαλύφθησαν ή Αποθήκη διά τήν Ελλάδα καί Κρήτην κ. Γ. Ε. Τυπάλδου. (742, 1298, 952, 1337)
paragraph: Ή καρδία τοΰ Ρολάνδου ήρχισε παλλομένη ζωηρότατα κάποτε άσθενής είς τό σημαιοφόρος θά τοΰ ήνοιγε τάς πύλας τοΰ πύργου! (1199, 443, 1542, 487)
ad-title: ΑΝΑΤΟΛΙΚΟΝ ΤΑΠΗΤΟΥΡΓΕΙΟΝ (735, 1885, 959, 1900)
ad-title: ΧΡΗΣΙΜΑ ΔΩΡΑ (563, 162, 680, 217)
ad-text: Τό διά τής βουλγαρικής είς λεπτομερίαν ώς φιλοπατριδικού είμαι καί ώραΐον ώρολόγιον τοΰ Κ. ΠΕΤΡΟΥ ΓΡΑΒΕΡΗ έκτίθεται τή τήμερον, είς τό Αιόλου 95 έπιλεγόμενον τό Ινδίτα. Τρανήτης γνωστόν όπου πρώτον είς τό κατάστημα τοΰ Στρατουπούλου. Νέα βιτρίνα προσόντων τοΰ νέου ώρολογοποιείου και πλουσία ποικιλία ώρολογίων. (784, 1586, 960, 1775)
paragraph: Συγχρόνως έλέχθησαν είς τόν Δάλτον καί τόν Κοιάν διά να τούς αναχαιτίσουν είς τό πεδίον τής έρήμου. (28, 1105, 285, 1149)
masthead-rule (28, 142, 1544, 145)
ad-text: είς (607, 1319, 635, 1341)
ad-exanofeli (734, 1015, 960, 1342)
ad-text: Ό έν λόγω ώρολογοποιός είνε γνωστός και είχε τήν έπισκευήν καί εύσυνειδησίαν εις τάς εργασίας. Οί τιμαί είναι μετρημέναι. Έρευνητέ τάς ώρολογοποιίας. (734, 1775, 960, 1848)
ad-title: ΚΑΠΕΛΛΑ (530, 1169, 770, 1224)
ad-text: Μή προβήτε είς τάς άγοράς σας προτοΰ έπισκεφθήτε τό φημιζόμενον διά τά έκλεκτά είδη τοΰ καταστήματος (980, 690, 1179, 826)
paragraph: Α'. ότι ό κύρ Τρύφων, είς ή τής τής ήταν θέτημάτος άπό ίππους καί πεντηκονταετούς άνθρωπον νεκράς Νορμανδίας. (1199, 370, 1542, 414)
paragraph: Οί ίπποι τών διωκτών ήσαν κατακεκομμένοι. (28, 974, 285, 1003)
paragraph: Ό Καΐσαρ δέν άπήντησε ποσώς. Είχε τούς όφθαλμούς προσηλωμένους έπί τών άριστερών μερών τοΰ στενοΰ, άντιβαίνων τών Ίσπανών καί τεταρακοσίας όργυιάς μακράν τών Άγγλων. (297, 600, 509, 688)
paragraph: — Στάση! Ό Κύριος είναι έδώ! Πρό της πορείας του πρό Τρυπών, καί έφθασε ταχύτερον τοΰ ίππου του. (28, 1818, 285, 1862)
divider (972, 1298, 1187, 1299)
paragraph: Ο Ρολάνδος έπέστρεψεν είς τό κατάλυμα του, ήτο βέβαιος ότι εύρισκεται πλησίον του πύργου. (1199, 632, 1542, 661)
paragraph: Μετά τό στενόν Βάρκου ή όρεινή είνε μονοκλίματος βράχος μέχρι τής όψεως. Ο τοΰ Ανδρος μέτρης πρός τάς δυνατό έπεσε τον ισχυρότερον. (28, 2124, 285, 2182)
ad-title: ΕΝΑ ΘΑΥΜΑΤΟΥΡΓΟΝ (521, 1520, 722, 1535)
ad-title: ΤΡΕΧΑΤΕ ΟΛΟΙ (770, 1348, 924, 1373)
section-break-stars: ✱✱ (1354, 1054, 1388, 1069)
chapter-title: ΔΡΟΜΟΣ ΜΕΤ' ΕΜΠΟΔΙΩΝ (64, 268, 249, 282)
paragraph: Ότων ανεύρη τόν τοσοΰτον έλεγχε στόν καί ό Κλέντων. (28, 1222, 285, 1251)
ad-text: Άπό σήμερον αίθουσα ύποτιμήσεως διαρκούς πρό τής οδοΰ Ευαγγελιστρίας κατωτέρω. (521, 2123, 722, 2167)
ad-shop-name: ΚΥΡΙΑΚΟΥ ΓΟΥΤΑΚΗ (774, 1401, 920, 1416)
column-serial-nostradamos (1199, 150, 1542, 2171)
paragraph: Ένα περιοδικόν τοΰ Λονδίνου τό όποΐον δείκνυεται ότι είνε καλώς πληροφορημένον περί τών πραγμάτων τής Αγγλικής αύλής, περιγράφει τόν βίον τών κυριών τών τιμών εις τό σπίτι τής Ανακτόρου. (297, 1174, 509, 1276)
ad-shop-name: ΣΑΚΚΗΣ (560, 429, 683, 460)
clock-icon (734, 1587, 780, 1647)
paragraph: — Θά λάβω τό φεύγω, είπεν ό Κλέντων. Δέν θά άφίσω τούς στρατιώτας μου να περάσουν. Τό όρος του είμαι βεβαίως ύπό τοΰ Μάξελ έξαλείψωμεν τούς φίλους. (28, 1600, 285, 1659)
ad-text: Πωλοΰνται τάπητες καί κιλίμια διαφόρων μεγεθών είς τιμάς συμφερούσας. Έπίσης δεχόμεθα τάπητας καί κιλίμια πρός καθαρισμόν, επιδιόρθωσιν καί μεταποίησιν. Παραγγελίαι εκτελοΰνται ταχέως καί έντέχνως. (734, 1912, 960, 2014)
paragraph: Ένω ό Καΐσαρ Σαμπανέλ έξηκολούθει τρέχων πρός τό στενόν Καμπανέλ, θά έφθανε πρό τών Άγγλων. (28, 436, 285, 480)
